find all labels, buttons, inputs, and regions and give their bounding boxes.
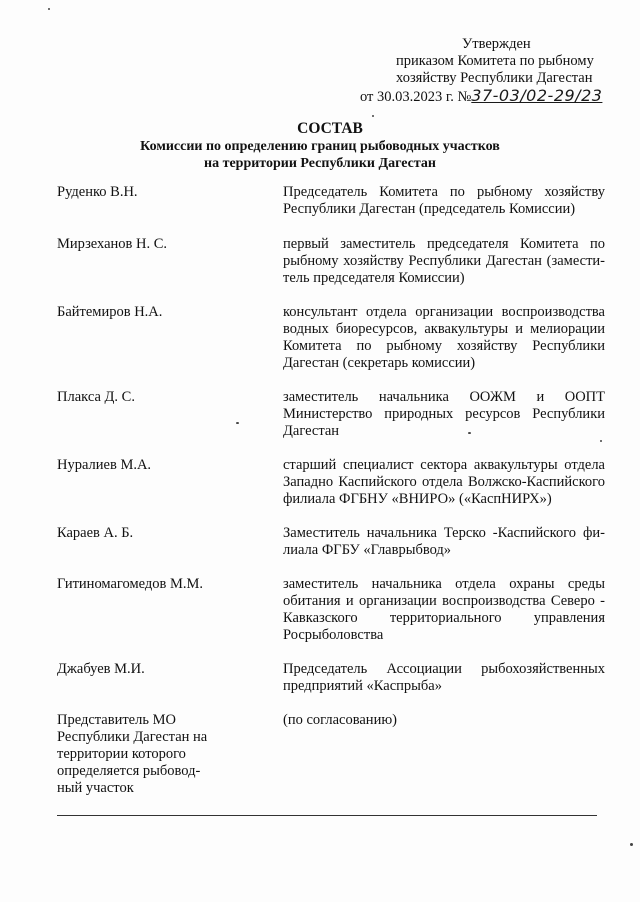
member-name <box>57 457 283 508</box>
member-role-line: старший специалист сектора аквакультуры отдела <box>283 457 605 473</box>
member-role-line: Комитета по рыбному хозяйству Республики <box>283 338 605 354</box>
document-title: СОСТАВ <box>297 120 363 137</box>
order-number-handwritten: 37-03/02-29/23 <box>471 86 603 105</box>
member-row <box>57 712 605 797</box>
member-role <box>283 304 605 372</box>
member-role-line: водных биоресурсов, аквакультуры и мелиорации <box>283 321 605 337</box>
member-name-line: Гитиномагомедов М.М. <box>57 576 204 592</box>
member-name-line: Представитель МО <box>57 712 176 728</box>
scan-speck <box>468 432 471 434</box>
member-role-line: консультант отдела организации воспроизводства <box>283 304 605 320</box>
member-name <box>57 576 283 644</box>
member-name <box>57 661 283 695</box>
member-role-line: первый заместитель председателя Комитета по <box>283 236 605 252</box>
member-name <box>57 236 283 287</box>
approval-line-1: Утвержден <box>462 36 531 52</box>
document-title-block <box>0 120 640 172</box>
member-role-line: филиала ФГБНУ «ВНИРО» («КаспНИРХ») <box>283 491 552 507</box>
member-row <box>57 576 605 644</box>
member-role-line: Председатель Комитета по рыбному хозяйству <box>283 184 605 200</box>
member-role-line: предприятий «Каспрыба» <box>283 678 442 694</box>
member-row <box>57 661 605 695</box>
member-role-line: рыбному хозяйству Республики Дагестан (замести- <box>283 253 605 269</box>
scan-speck <box>236 422 239 424</box>
scan-speck <box>372 115 374 117</box>
document-subtitle-1: Комиссии по определению границ рыбоводных участков <box>140 139 500 154</box>
member-row <box>57 184 605 218</box>
commission-members-list <box>57 184 605 814</box>
document-subtitle-2: на территории Республики Дагестан <box>204 156 436 171</box>
approval-line-2: приказом Комитета по рыбному <box>396 53 594 69</box>
member-role-line: заместитель начальника отдела охраны среды <box>283 576 605 592</box>
member-name-line: Караев А. Б. <box>57 525 134 541</box>
member-role-line: обитания и организации воспроизводства Северо - <box>283 593 605 609</box>
member-row <box>57 457 605 508</box>
member-row <box>57 304 605 372</box>
member-role <box>283 236 605 287</box>
scan-speck <box>630 843 633 846</box>
member-name <box>57 525 283 559</box>
member-name <box>57 712 283 797</box>
member-name-line: Республики Дагестан на <box>57 729 208 745</box>
approval-date-prefix: от 30.03.2023 г. № <box>360 89 472 105</box>
member-name-line: территории которого <box>57 746 186 762</box>
member-role-line: Председатель Ассоциации рыбохозяйственных <box>283 661 605 677</box>
member-row <box>57 389 605 440</box>
member-role-line: заместитель начальника ООЖМ и ООПТ <box>283 389 605 405</box>
member-name <box>57 304 283 372</box>
member-role-line: лиала ФГБУ «Главрыбвод» <box>283 542 452 558</box>
member-role-line: Дагестан (секретарь комиссии) <box>283 355 476 371</box>
member-role <box>283 457 605 508</box>
approval-line-3: хозяйству Республики Дагестан <box>396 70 593 86</box>
member-name-line: Байтемиров Н.А. <box>57 304 163 320</box>
member-role <box>283 661 605 695</box>
approval-date-line <box>300 87 620 106</box>
member-name <box>57 184 283 218</box>
member-row <box>57 236 605 287</box>
member-name-line: Нуралиев М.А. <box>57 457 152 473</box>
member-name <box>57 389 283 440</box>
member-role-line: Западно Каспийского отдела Волжско-Каспийского <box>283 474 605 490</box>
scan-speck <box>48 8 50 10</box>
member-role <box>283 712 605 797</box>
member-name-line: Руденко В.Н. <box>57 184 138 200</box>
member-role-line: (по согласованию) <box>283 712 397 728</box>
member-role-line: Республики Дагестан (председатель Комиссии) <box>283 201 576 217</box>
member-role-line: Заместитель начальника Терско -Каспийского фи- <box>283 525 605 541</box>
member-role-line: Дагестан <box>283 423 340 439</box>
member-role <box>283 525 605 559</box>
member-role-line: Кавказского территориального управления <box>283 610 605 626</box>
member-name-line: ный участок <box>57 780 134 796</box>
member-role-line: тель председателя Комиссии) <box>283 270 465 286</box>
member-role <box>283 389 605 440</box>
scan-speck <box>600 440 602 442</box>
member-role-line: Росрыболовства <box>283 627 384 643</box>
member-name-line: определяется рыбовод- <box>57 763 201 779</box>
bottom-divider <box>57 815 597 816</box>
member-role <box>283 576 605 644</box>
member-role-line: Министерство природных ресурсов Республики <box>283 406 605 422</box>
member-name-line: Джабуев М.И. <box>57 661 145 677</box>
member-role <box>283 184 605 218</box>
member-row <box>57 525 605 559</box>
member-name-line: Плакса Д. С. <box>57 389 135 405</box>
member-name-line: Мирзеханов Н. С. <box>57 236 168 252</box>
approval-stamp-block <box>300 36 620 106</box>
